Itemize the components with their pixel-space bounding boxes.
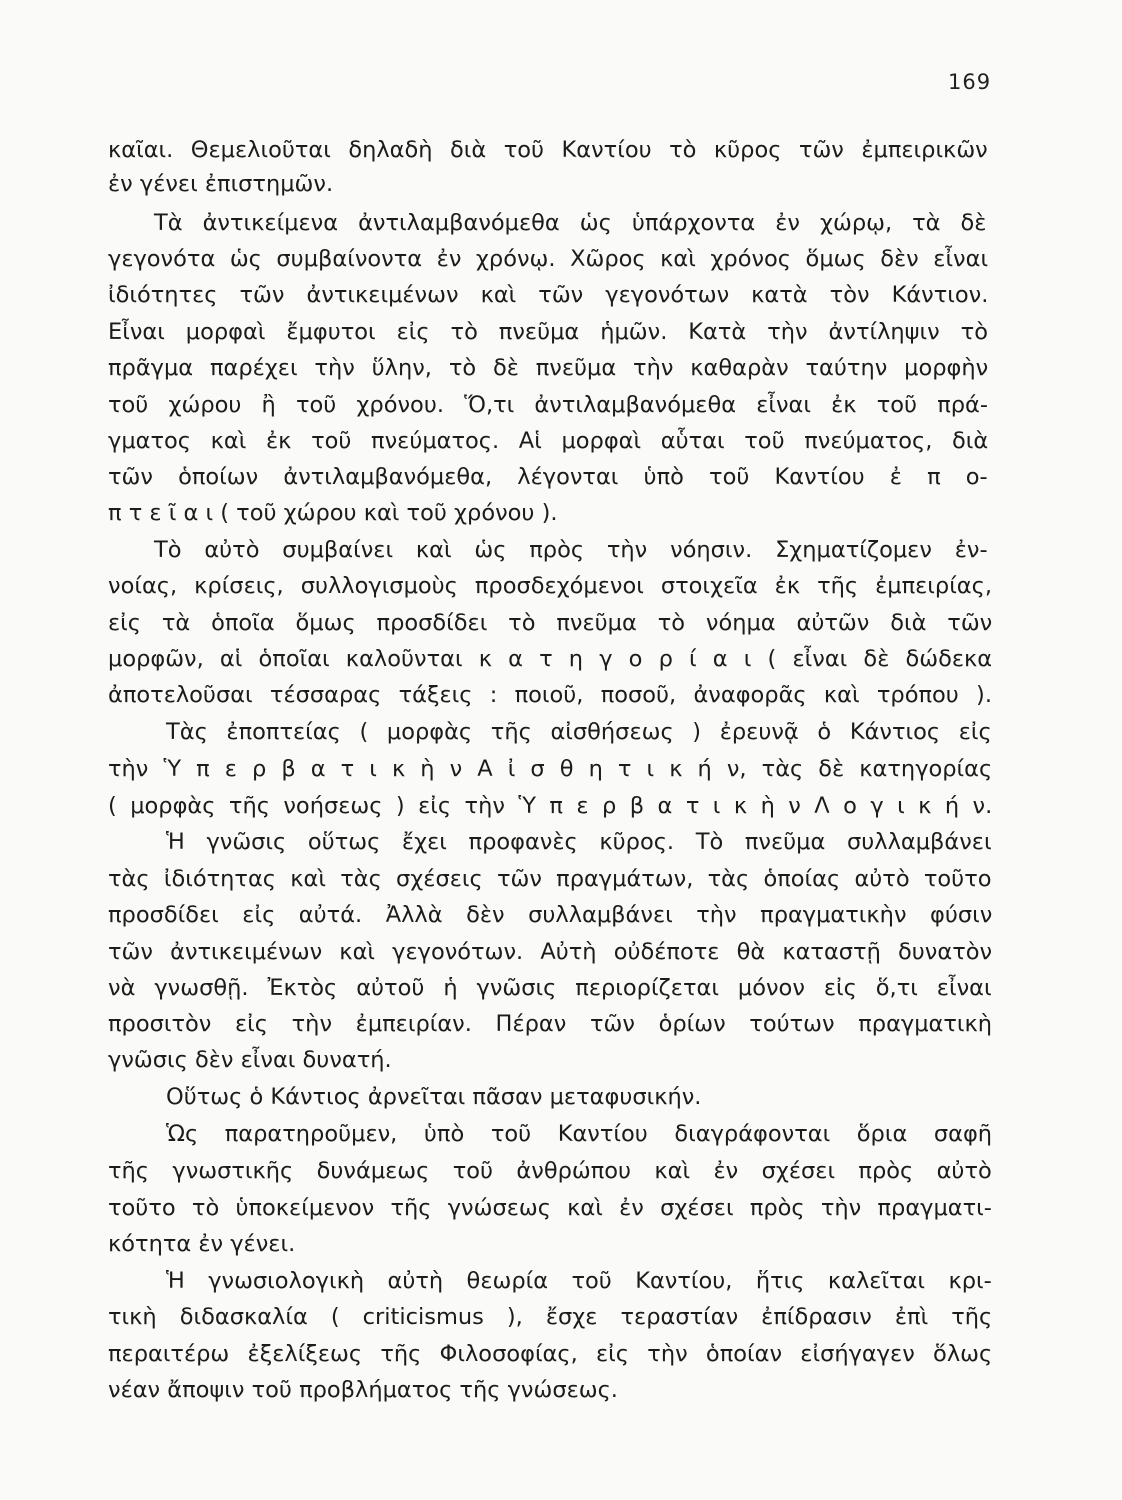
text-line: εἰς τὰ ὁποῖα ὅμως προσδίδει τὸ πνεῦμα τὸ νόημα αὐτῶν διὰ τῶν	[108, 610, 993, 636]
text-line: Τὸ αὐτὸ συμβαίνει καὶ ὡς πρὸς τὴν νόησιν. Σχηματίζομεν ἐν-	[154, 537, 988, 563]
text-line: τῆς γνωστικῆς δυνάμεως τοῦ ἀνθρώπου καὶ ἐν σχέσει πρὸς αὐτὸ	[108, 1158, 992, 1184]
text-line: μορφῶν, αἱ ὁποῖαι καλοῦνται κ α τ η γ ο ρ ί α ι ( εἶναι δὲ δώδεκα	[108, 646, 993, 672]
text-line: τῶν ἀντικειμένων καὶ γεγονότων. Αὐτὴ οὐδέποτε θὰ καταστῇ δυνατὸν	[108, 939, 993, 965]
text-line: Τὰς ἐποπτείας ( μορφὰς τῆς αἰσθήσεως ) ἐρευνᾷ ὁ Κάντιος εἰς	[166, 719, 992, 745]
text-line: Τὰ ἀντικείμενα ἀντιλαμβανόμεθα ὡς ὑπάρχοντα ἐν χώρῳ, τὰ δὲ	[154, 210, 987, 236]
text-line: τὰς ἰδιότητας καὶ τὰς σχέσεις τῶν πραγμάτων, τὰς ὁποίας αὐτὸ τοῦτο	[108, 866, 992, 892]
text-line: νοίας, κρίσεις, συλλογισμοὺς προσδεχόμενοι στοιχεῖα ἐκ τῆς ἐμπειρίας,	[108, 573, 992, 599]
text-line: Ὡς παρατηροῦμεν, ὑπὸ τοῦ Καντίου διαγράφονται ὅρια σαφῆ	[166, 1121, 993, 1147]
text-line: ἐν γένει ἐπιστημῶν.	[108, 171, 334, 197]
text-line: νέαν ἄποψιν τοῦ προβλήματος τῆς γνώσεως.	[108, 1377, 618, 1403]
text-line: ( μορφὰς τῆς νοήσεως ) εἰς τὴν Ὑ π ε ρ β α τ ι κ ὴ ν Λ ο γ ι κ ή ν.	[108, 793, 993, 819]
text-line: γεγονότα ὡς συμβαίνοντα ἐν χρόνῳ. Χῶρος καὶ χρόνος ὅμως δὲν εἶναι	[108, 246, 989, 272]
text-line: προσδίδει εἰς αὐτά. Ἀλλὰ δὲν συλλαμβάνει τὴν πραγματικὴν φύσιν	[108, 902, 993, 928]
text-line: Οὕτως ὁ Κάντιος ἀρνεῖται πᾶσαν μεταφυσικήν.	[166, 1084, 702, 1110]
text-line: προσιτὸν εἰς τὴν ἐμπειρίαν. Πέραν τῶν ὁρίων τούτων πραγματικὴ	[108, 1011, 993, 1037]
text-line: τῶν ὁποίων ἀντιλαμβανόμεθα, λέγονται ὑπὸ τοῦ Καντίου ἐ π ο-	[108, 464, 988, 490]
text-line: καῖαι. Θεμελιοῦται δηλαδὴ διὰ τοῦ Καντίου τὸ κῦρος τῶν ἐμπειρικῶν	[108, 137, 988, 163]
text-line: γνῶσις δὲν εἶναι δυνατή.	[108, 1047, 392, 1073]
text-line: κότητα ἐν γένει.	[108, 1231, 296, 1257]
text-line: Ἡ γνῶσις οὕτως ἔχει προφανὲς κῦρος. Τὸ πνεῦμα συλλαμβάνει	[166, 829, 992, 855]
text-line: Εἶναι μορφαὶ ἔμφυτοι εἰς τὸ πνεῦμα ἡμῶν. Κατὰ τὴν ἀντίληψιν τὸ	[108, 319, 988, 345]
text-line: τὴν Ὑ π ε ρ β α τ ι κ ὴ ν Α ἰ σ θ η τ ι κ ή ν, τὰς δὲ κατηγορίας	[108, 756, 993, 782]
text-line: τικὴ διδασκαλία ( criticismus ), ἔσχε τεραστίαν ἐπίδρασιν ἐπὶ τῆς	[108, 1304, 993, 1330]
page-number: 169	[948, 70, 992, 94]
text-line: π τ ε ῖ α ι ( τοῦ χώρου καὶ τοῦ χρόνου ).	[108, 500, 558, 526]
text-line: περαιτέρω ἐξελίξεως τῆς Φιλοσοφίας, εἰς τὴν ὁποίαν εἰσήγαγεν ὅλως	[108, 1341, 993, 1367]
text-line: Ἡ γνωσιολογικὴ αὐτὴ θεωρία τοῦ Καντίου, ἥτις καλεῖται κρι-	[166, 1268, 992, 1294]
text-line: τοῦ χώρου ἢ τοῦ χρόνου. Ὅ,τι ἀντιλαμβανόμεθα εἶναι ἐκ τοῦ πρά-	[108, 392, 988, 418]
text-line: γματος καὶ ἐκ τοῦ πνεύματος. Αἱ μορφαὶ αὗται τοῦ πνεύματος, διὰ	[108, 428, 989, 454]
text-line: πρᾶγμα παρέχει τὴν ὕλην, τὸ δὲ πνεῦμα τὴν καθαρὰν ταύτην μορφὴν	[108, 355, 989, 381]
text-line: ἰδιότητες τῶν ἀντικειμένων καὶ τῶν γεγονότων κατὰ τὸν Κάντιον.	[108, 282, 989, 308]
text-line: νὰ γνωσθῇ. Ἐκτὸς αὐτοῦ ἡ γνῶσις περιορίζεται μόνον εἰς ὅ,τι εἶναι	[108, 975, 992, 1001]
text-line: ἀποτελοῦσαι τέσσαρας τάξεις : ποιοῦ, ποσοῦ, ἀναφορᾶς καὶ τρόπου ).	[108, 682, 992, 708]
text-line: τοῦτο τὸ ὑποκείμενον τῆς γνώσεως καὶ ἐν σχέσει πρὸς τὴν πραγματι-	[108, 1195, 992, 1221]
